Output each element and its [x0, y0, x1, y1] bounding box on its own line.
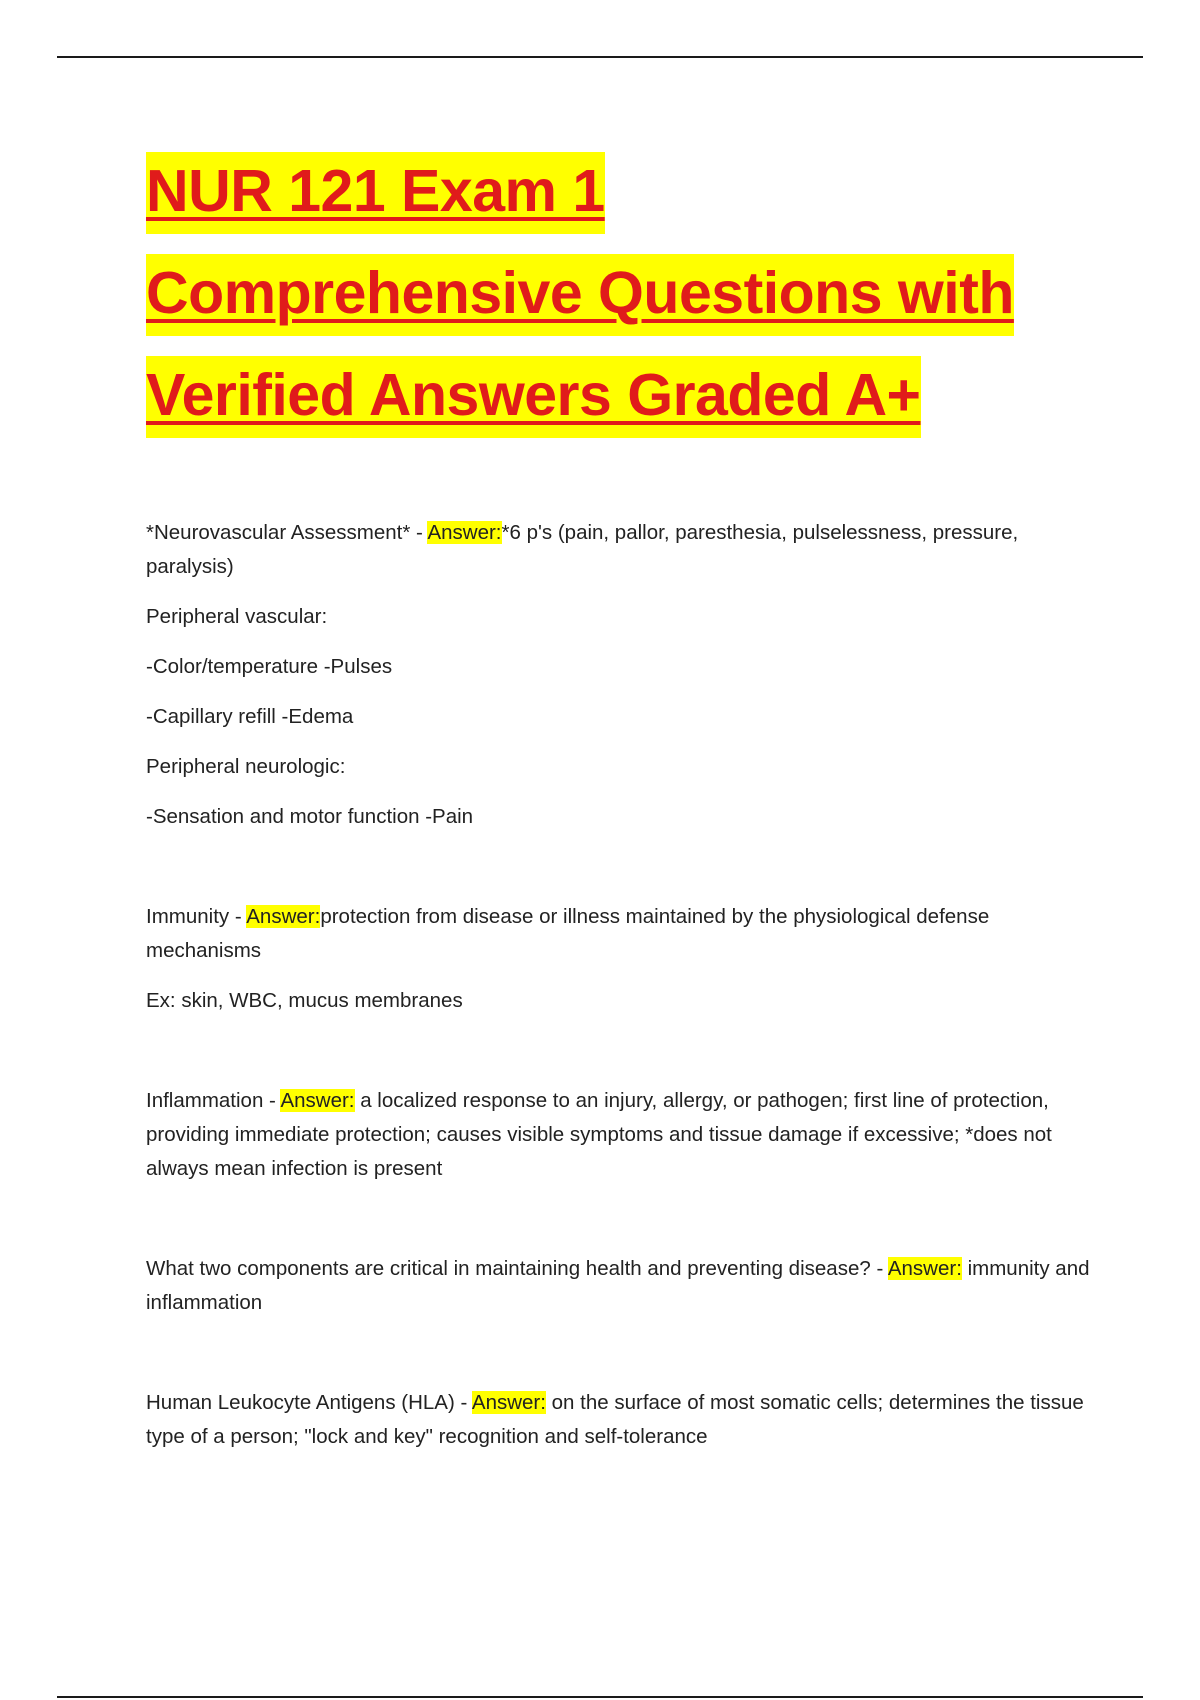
question-term: Inflammation - — [146, 1089, 281, 1112]
top-rule — [57, 56, 1143, 58]
qa-item-inflammation — [146, 1084, 1096, 1186]
answer-text: *6 p's (pain, pallor, paresthesia, pulselessness, pressure, paralysis) — [146, 521, 1019, 578]
answer-label: Answer: — [471, 1391, 546, 1414]
qa-item-two-components — [146, 1252, 1096, 1320]
qa-line — [146, 1084, 1096, 1186]
title-line-2: Comprehensive Questions with — [146, 242, 1096, 344]
document-title — [146, 140, 1096, 446]
title-line-3: Verified Answers Graded A+ — [146, 344, 1096, 446]
qa-line — [146, 1386, 1096, 1454]
detail-line: Ex: skin, WBC, mucus membranes — [146, 989, 463, 1012]
detail-line: -Capillary refill -Edema — [146, 705, 354, 728]
detail-line: Peripheral neurologic: — [146, 755, 346, 778]
question-term: *Neurovascular Assessment* - — [146, 521, 428, 544]
detail-line: Peripheral vascular: — [146, 605, 328, 628]
qa-line — [146, 900, 1096, 968]
bottom-rule — [57, 1696, 1143, 1698]
question-term: Human Leukocyte Antigens (HLA) - — [146, 1391, 472, 1414]
document-body — [146, 140, 1096, 1454]
answer-label: Answer: — [427, 521, 502, 544]
answer-label: Answer: — [887, 1257, 962, 1280]
question-term: What two components are critical in maintaining health and preventing disease? - — [146, 1257, 888, 1280]
qa-line — [146, 1252, 1096, 1320]
answer-text: a localized response to an injury, allergy, or pathogen; first line of protection, providing immediate protection; causes visible symptoms and tissue damage if excessive; *does not always mean infection is present — [146, 1089, 1052, 1180]
answer-text: immunity and inflammation — [146, 1257, 1090, 1314]
qa-item-neurovascular — [146, 516, 1096, 834]
qa-item-hla — [146, 1386, 1096, 1454]
qa-line — [146, 516, 1096, 584]
title-line-1: NUR 121 Exam 1 — [146, 140, 1096, 242]
question-list — [146, 516, 1096, 1454]
detail-line: -Color/temperature -Pulses — [146, 655, 393, 678]
answer-label: Answer: — [246, 905, 321, 928]
question-term: Immunity - — [146, 905, 247, 928]
qa-item-immunity — [146, 900, 1096, 1018]
detail-line: -Sensation and motor function -Pain — [146, 805, 474, 828]
answer-text: on the surface of most somatic cells; determines the tissue type of a person; "lock and key" recognition and self-tolerance — [146, 1391, 1084, 1448]
answer-label: Answer: — [280, 1089, 355, 1112]
answer-text: protection from disease or illness maintained by the physiological defense mechanisms — [146, 905, 990, 962]
